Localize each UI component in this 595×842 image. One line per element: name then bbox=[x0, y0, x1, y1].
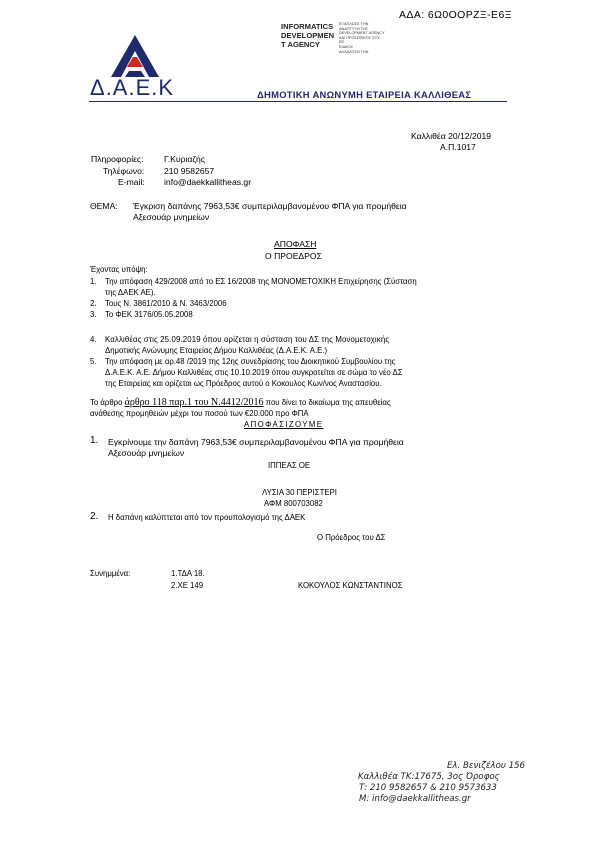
list-item-cont: της ΔΑΕΚ ΑΕ). bbox=[105, 288, 156, 297]
list-item: Το ΦΕΚ 3176/05.05.2008 bbox=[105, 310, 193, 319]
phone-label: Τηλέφωνο: bbox=[103, 166, 145, 176]
footer-phone: Τ: 210 9582657 & 210 9573633 bbox=[359, 783, 497, 793]
law-article-link: άρθρο 118 παρ.1 του Ν.4412/2016 bbox=[124, 397, 264, 408]
supplier-address: ΛΥΣΙΑ 30 ΠΕΡΙΣΤΕΡΙ bbox=[262, 488, 337, 497]
list-item-number: 5. bbox=[90, 357, 97, 366]
footer-address: Ελ. Βενιζέλου 156 bbox=[447, 761, 525, 771]
attachment-item: 1.ΤΔΑ 18. bbox=[171, 569, 205, 578]
supplier-afm: ΑΦΜ 800703082 bbox=[264, 499, 323, 508]
email-value[interactable]: info@daekkallitheas.gr bbox=[164, 177, 252, 187]
list-item-cont: Δ.Α.Ε.Κ. Α.Ε. Δήμου Καλλιθέας στις 10.10.2019 όπου συγκροτείται σε σώμα το νέο ΔΣ bbox=[105, 368, 403, 377]
email-label: E-mail: bbox=[118, 177, 145, 187]
agency-block: INFORMATICS DEVELOPMEN T AGENCY bbox=[281, 22, 335, 49]
decision-number: 1. bbox=[90, 435, 99, 446]
list-item: Καλλιθέας στις 25.09.2019 όπου ορίζεται η σύσταση του ΔΣ της Μονομετοχικής bbox=[105, 335, 390, 344]
attachment-item: 2.ΧΕ 149 bbox=[171, 581, 204, 590]
list-item: Την απόφαση με αρ.48 /2019 της 12ης συνεδρίασης του Διοικητικού Συμβουλίου της bbox=[105, 357, 396, 366]
attachments-label: Συνημμένα: bbox=[90, 569, 131, 578]
considering-label: Έχοντας υπόψη: bbox=[90, 265, 148, 274]
list-item-number: 3. bbox=[90, 310, 97, 319]
article-paragraph: Το άρθρο άρθρο 118 παρ.1 του Ν.4412/2016 που δίνει το δικαίωμα της απευθείας bbox=[90, 397, 391, 408]
decision-line: Η δαπάνη καλύπτεται από τον προυπολογισμό της ΔΑΕΚ bbox=[108, 513, 306, 522]
footer-email[interactable]: Μ: info@daekkallitheas.gr bbox=[359, 794, 471, 804]
phone-value: 210 9582657 bbox=[164, 166, 215, 176]
we-decide-heading: ΑΠΟΦΑΣΙΖΟΥΜΕ bbox=[244, 420, 324, 429]
footer-city: Καλλιθέα ΤΚ:17675, 3ος Όροφος bbox=[358, 772, 500, 782]
decision-title: ΑΠΟΦΑΣΗ bbox=[274, 239, 317, 249]
list-item-number: 4. bbox=[90, 335, 97, 344]
supplier-name: ΙΠΠΕΑΣ ΟΕ bbox=[268, 461, 311, 470]
protocol-number: Α.Π.1017 bbox=[440, 142, 476, 152]
subject-label: ΘΕΜΑ: bbox=[90, 201, 118, 211]
info-label: Πληροφορίες: bbox=[91, 154, 144, 164]
signature-role: Ο Πρόεδρος του ΔΣ bbox=[317, 533, 386, 542]
decision-line-cont: Αξεσουάρ μνημείων bbox=[108, 448, 185, 458]
ada-code: ΑΔΑ: 6Ω0ΟΟΡΖΞ-Ε6Ξ bbox=[399, 9, 512, 21]
logo-text: Δ.Α.Ε.Κ bbox=[90, 75, 175, 100]
header-divider bbox=[89, 101, 507, 102]
list-item-cont: της Εταιρείας και ορίζεται ως Πρόεδρος αυτού ο Κοκουλος Κων/νος Αναστασίου. bbox=[105, 379, 382, 388]
company-name: ΔΗΜΟΤΙΚΗ ΑΝΩΝΥΜΗ ΕΤΑΙΡΕΙΑ ΚΑΛΛΙΘΕΑΣ bbox=[257, 89, 472, 100]
president-title: Ο ΠΡΟΕΔΡΟΣ bbox=[265, 251, 322, 261]
list-item-number: 1. bbox=[90, 277, 97, 286]
decision-number: 2. bbox=[90, 511, 99, 522]
subject-line-2: Αξεσουάρ μνημείων bbox=[133, 212, 210, 222]
agency-small-print: ΕΞΑΠΛΩΣΕ ΤΗΝ ΑΝΑΠΤΥΞΗ ΤΗΣ DEVELOPMENT AGENCY ΚΑΙ ΠΡΟΣΩΠΙΚΟΥ ΣΟΥ ΕΕ ΕΙΔΙΚΟΙ ΑΛΛΑΖΟΥΝ ΤΗΝ bbox=[339, 22, 385, 54]
list-item: Τους Ν. 3861/2010 & Ν. 3463/2006 bbox=[105, 299, 227, 308]
article-line-2: ανάθεσης προμηθειών μέχρι του ποσού των €20.000 προ ΦΠΑ bbox=[90, 409, 309, 418]
signatory-name: ΚΟΚΟΥΛΟΣ ΚΩΝΣΤΑΝΤΙΝΟΣ bbox=[298, 581, 403, 590]
daek-logo-icon bbox=[107, 33, 163, 79]
date-line: Καλλιθέα 20/12/2019 bbox=[411, 131, 492, 141]
decision-line: Εγκρίνουμε την δαπάνη 7963,53€ συμπεριλαμβανομένου ΦΠΑ για προμήθεια bbox=[108, 437, 404, 447]
list-item-cont: Δημοτικής Ανώνυμης Εταιρείας Δήμου Καλλιθέας (Δ.Α.Ε.Κ. Α.Ε.) bbox=[105, 346, 328, 355]
list-item-number: 2. bbox=[90, 299, 97, 308]
subject-line-1: Έγκριση δαπάνης 7963,53€ συμπεριλαμβανομένου ΦΠΑ για προμήθεια bbox=[133, 201, 407, 211]
info-value: Γ.Κυριαζής bbox=[164, 154, 205, 164]
list-item: Την απόφαση 429/2008 από το ΕΣ 16/2008 της ΜΟΝΟΜΕΤΟΧΙΚΗ Επιχείρησης (Σύσταση bbox=[105, 277, 417, 286]
